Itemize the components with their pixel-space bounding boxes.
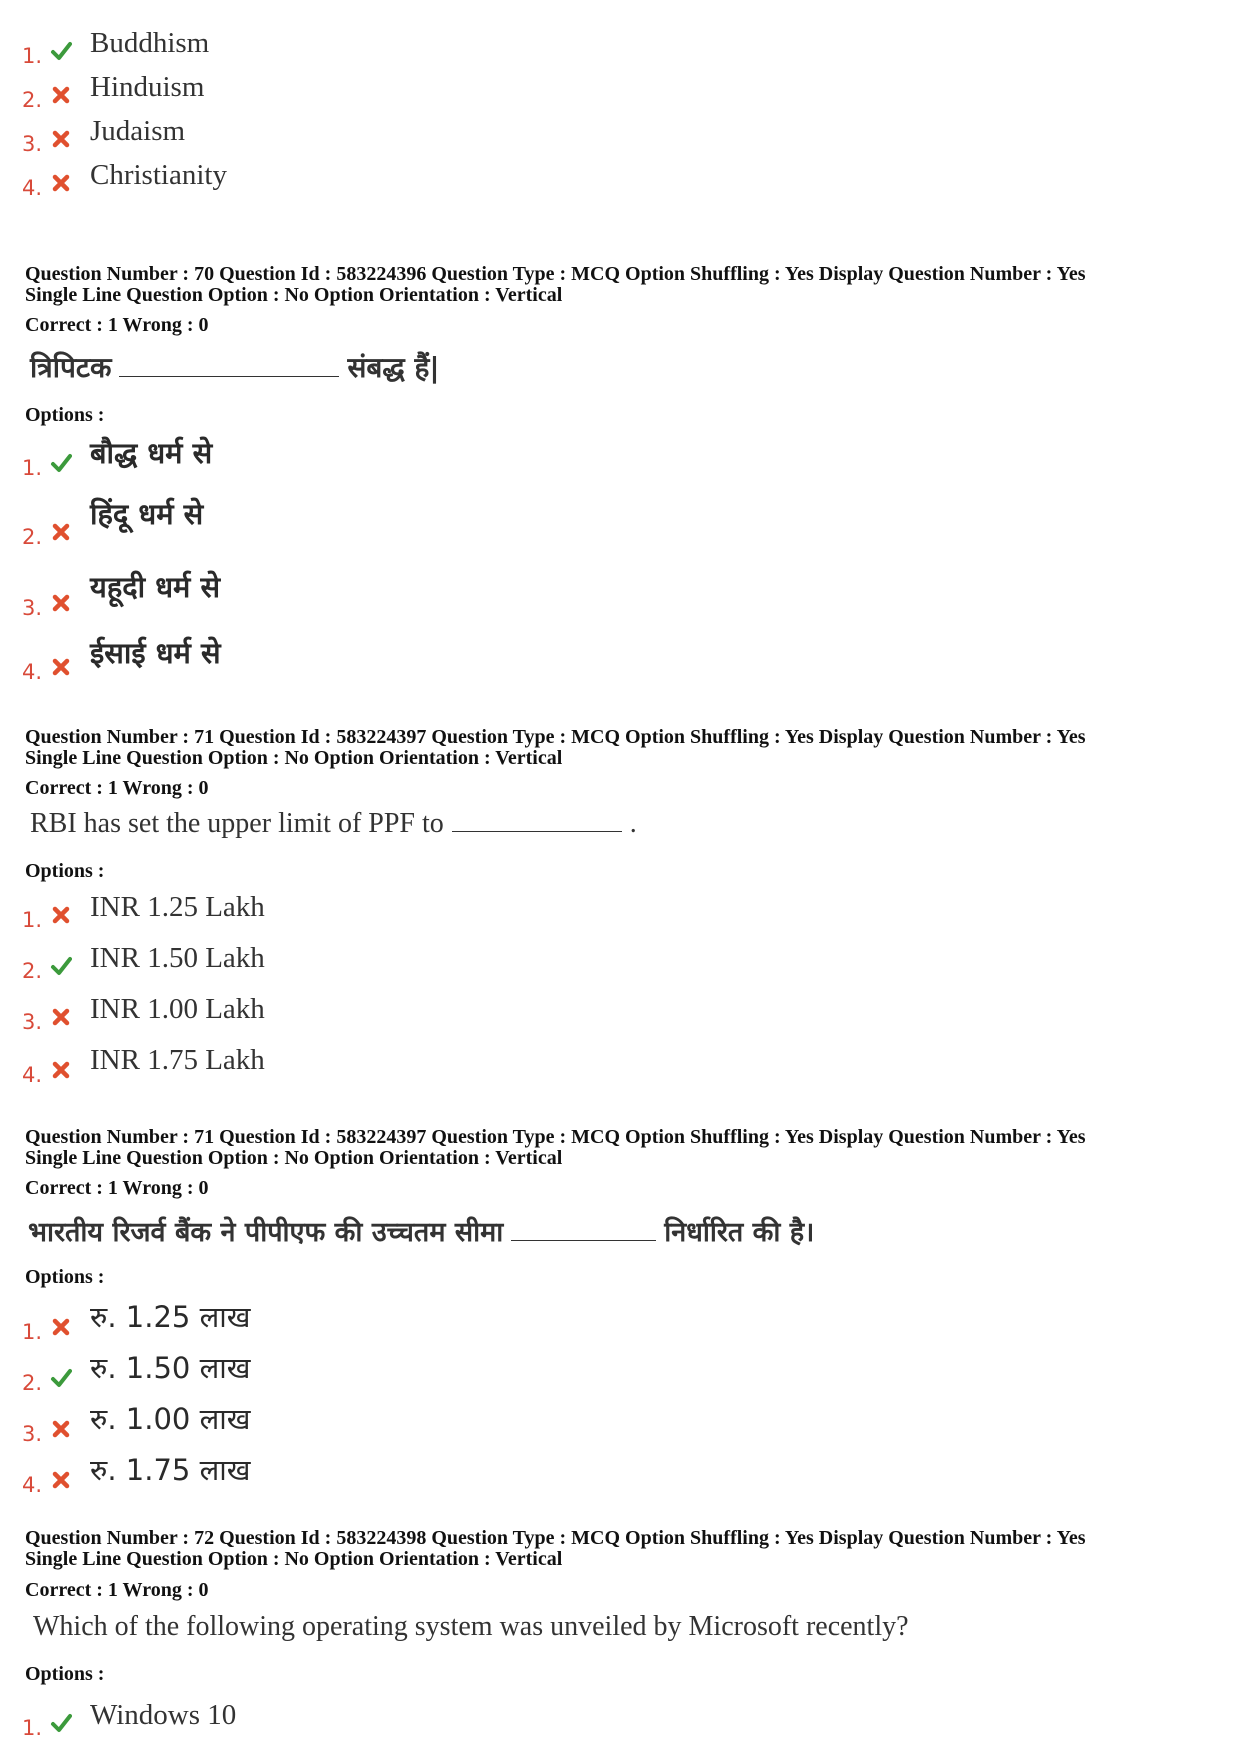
question-meta <box>25 727 1085 769</box>
option-text: रु. 1.75 लाख <box>90 1453 251 1487</box>
question-text-end: निर्धारित की है। <box>664 1217 815 1248</box>
option-number: 3. <box>22 132 43 156</box>
option-number: 2. <box>22 525 43 549</box>
cross-icon <box>50 1418 72 1440</box>
option-number: 1. <box>22 1320 43 1344</box>
option-text: INR 1.25 Lakh <box>90 891 265 923</box>
option-number: 1. <box>22 456 43 480</box>
option-text: यहूदी धर्म से <box>90 570 221 604</box>
question-meta <box>25 1528 1085 1570</box>
question-meta <box>25 264 1085 306</box>
cross-icon <box>50 1469 72 1491</box>
question-text-start: RBI has set the upper limit of PPF to <box>30 808 444 839</box>
options-label: Options : <box>25 1266 105 1288</box>
answer-blank <box>119 376 339 377</box>
question-text <box>30 808 637 840</box>
check-icon <box>50 40 72 62</box>
cross-icon <box>50 904 72 926</box>
options-label: Options : <box>25 404 105 426</box>
option-number: 1. <box>22 1716 43 1740</box>
check-icon <box>50 452 72 474</box>
option-number: 2. <box>22 1371 43 1395</box>
option-text: बौद्ध धर्म से <box>90 436 213 470</box>
marking-scheme: Correct : 1 Wrong : 0 <box>25 1177 209 1199</box>
question-meta-line: Question Number : 70 Question Id : 583224396 Question Type : MCQ Option Shuffling : Yes Display Question Number : Yes <box>25 263 1086 285</box>
cross-icon <box>50 592 72 614</box>
option-number: 4. <box>22 1063 43 1087</box>
option-number: 2. <box>22 88 43 112</box>
option-text: INR 1.75 Lakh <box>90 1044 265 1076</box>
option-number: 3. <box>22 1010 43 1034</box>
question-meta-line: Question Number : 71 Question Id : 583224397 Question Type : MCQ Option Shuffling : Yes Display Question Number : Yes <box>25 1126 1086 1148</box>
cross-icon <box>50 521 72 543</box>
check-icon <box>50 1367 72 1389</box>
question-meta-line: Single Line Question Option : No Option Orientation : Vertical <box>25 1147 563 1169</box>
option-text: INR 1.00 Lakh <box>90 993 265 1025</box>
cross-icon <box>50 1059 72 1081</box>
option-number: 2. <box>22 959 43 983</box>
option-text: ईसाई धर्म से <box>90 636 221 670</box>
question-meta <box>25 1127 1085 1169</box>
options-label: Options : <box>25 1663 105 1685</box>
question-text: Which of the following operating system was unveiled by Microsoft recently? <box>33 1611 909 1642</box>
marking-scheme: Correct : 1 Wrong : 0 <box>25 1579 209 1601</box>
cross-icon <box>50 1316 72 1338</box>
option-number: 4. <box>22 176 43 200</box>
question-meta-line: Question Number : 71 Question Id : 583224397 Question Type : MCQ Option Shuffling : Yes Display Question Number : Yes <box>25 726 1086 748</box>
option-text: Buddhism <box>90 27 210 59</box>
option-text: रु. 1.25 लाख <box>90 1300 251 1334</box>
option-text: Christianity <box>90 159 227 191</box>
check-icon <box>50 955 72 977</box>
question-text-start: त्रिपिटक <box>30 351 112 384</box>
check-icon <box>50 1712 72 1734</box>
option-text: Hinduism <box>90 71 205 103</box>
question-meta-line: Single Line Question Option : No Option Orientation : Vertical <box>25 747 563 769</box>
question-meta-line: Single Line Question Option : No Option Orientation : Vertical <box>25 1548 563 1570</box>
option-number: 1. <box>22 44 43 68</box>
option-text: Windows 10 <box>90 1699 237 1731</box>
question-text-end: संबद्ध हैं| <box>347 351 440 384</box>
option-text: रु. 1.00 लाख <box>90 1402 251 1436</box>
question-text <box>30 348 440 386</box>
option-number: 3. <box>22 596 43 620</box>
option-number: 4. <box>22 1473 43 1497</box>
cross-icon <box>50 172 72 194</box>
answer-blank <box>511 1240 656 1241</box>
marking-scheme: Correct : 1 Wrong : 0 <box>25 777 209 799</box>
answer-blank <box>452 831 622 832</box>
option-number: 1. <box>22 908 43 932</box>
cross-icon <box>50 656 72 678</box>
option-number: 4. <box>22 660 43 684</box>
question-text-start: भारतीय रिजर्व बैंक ने पीपीएफ की उच्चतम सीमा <box>28 1217 504 1248</box>
question-text-end: . <box>629 808 637 839</box>
option-number: 3. <box>22 1422 43 1446</box>
cross-icon <box>50 1006 72 1028</box>
cross-icon <box>50 84 72 106</box>
option-text: हिंदू धर्म से <box>90 497 204 531</box>
question-meta-line: Single Line Question Option : No Option Orientation : Vertical <box>25 284 563 306</box>
marking-scheme: Correct : 1 Wrong : 0 <box>25 314 209 336</box>
question-meta-line: Question Number : 72 Question Id : 583224398 Question Type : MCQ Option Shuffling : Yes Display Question Number : Yes <box>25 1527 1086 1549</box>
question-text <box>28 1212 814 1249</box>
option-text: Judaism <box>90 115 186 147</box>
option-text: रु. 1.50 लाख <box>90 1351 251 1385</box>
cross-icon <box>50 128 72 150</box>
option-text: INR 1.50 Lakh <box>90 942 265 974</box>
options-label: Options : <box>25 860 105 882</box>
